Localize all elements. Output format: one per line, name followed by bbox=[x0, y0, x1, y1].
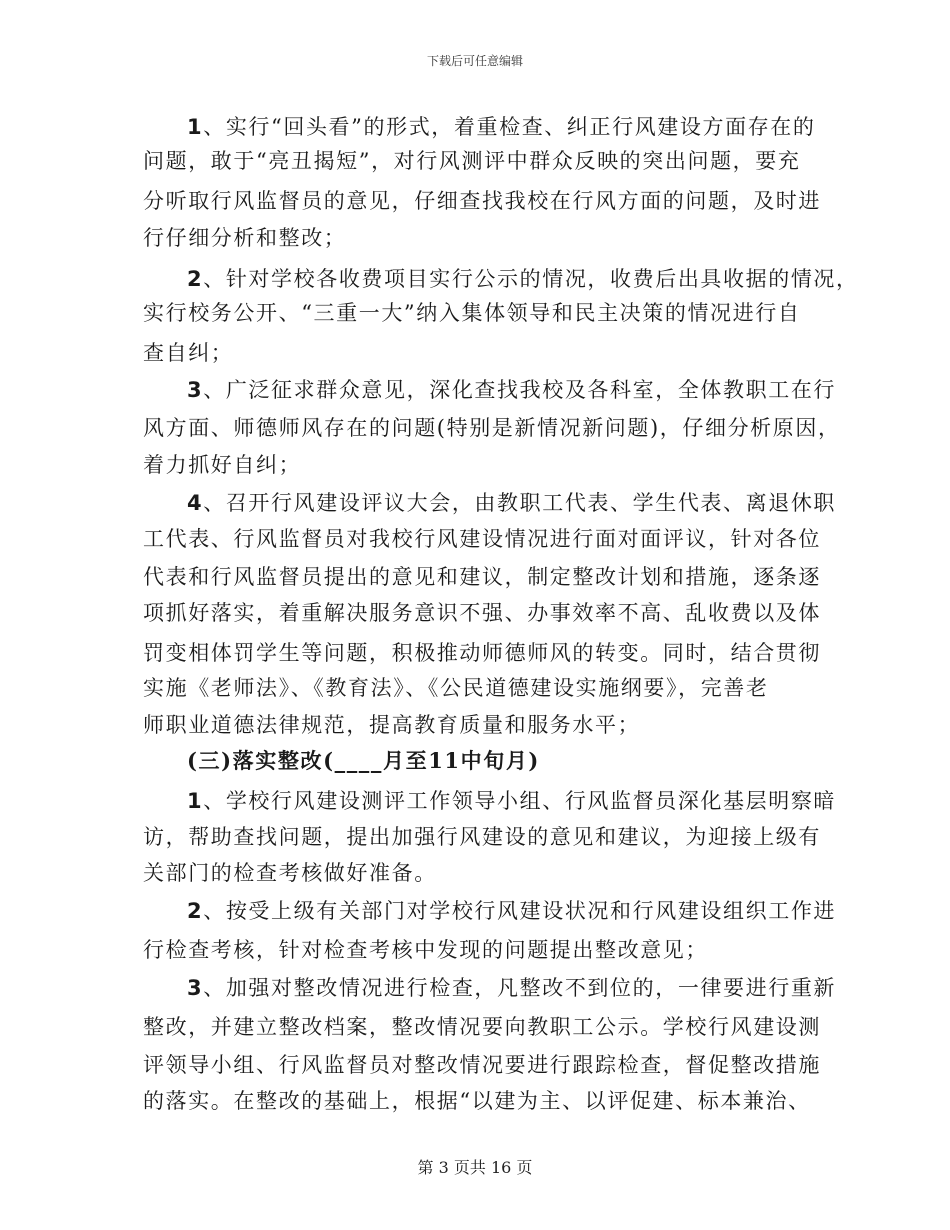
paragraph-first-line bbox=[187, 896, 836, 926]
line-text: (三)落实整改(____月至11中旬月) bbox=[187, 748, 540, 773]
item-number: 4 bbox=[187, 491, 204, 515]
line-text: 实行校务公开、“三重一大”纳入集体领导和民主决策的情况进行自 bbox=[143, 301, 801, 325]
paragraph-first-line bbox=[187, 264, 859, 294]
line-text: 查自纠； bbox=[143, 341, 234, 365]
paragraph-line bbox=[143, 822, 821, 852]
line-text: 、学校行风建设测评工作领导小组、行风监督员深化基层明察暗 bbox=[203, 789, 837, 813]
paragraph-line bbox=[143, 710, 640, 740]
paragraph-line bbox=[143, 638, 821, 668]
section-heading bbox=[187, 746, 540, 776]
item-number: 1 bbox=[187, 115, 204, 139]
paragraph-line bbox=[143, 524, 821, 554]
line-text: 关部门的检查考核做好准备。 bbox=[143, 861, 437, 885]
item-number: 1 bbox=[187, 789, 204, 813]
paragraph-first-line bbox=[187, 488, 836, 518]
line-text: 、广泛征求群众意见，深化查找我校及各科室，全体教职工在行 bbox=[203, 378, 837, 402]
paragraph-line bbox=[143, 1086, 811, 1116]
page-footer: 第 3 页共 16 页 bbox=[417, 1158, 533, 1177]
line-text: 罚变相体罚学生等问题，积极推动师德师风的转变。同时，结合贯彻 bbox=[143, 641, 821, 665]
paragraph-line bbox=[143, 450, 301, 480]
line-text: 项抓好落实，着重解决服务意识不强、办事效率不高、乱收费以及体 bbox=[143, 601, 821, 625]
paragraph-line bbox=[143, 298, 800, 328]
line-text: 着力抓好自纠； bbox=[143, 453, 302, 477]
paragraph-line bbox=[143, 858, 437, 888]
paragraph-line bbox=[143, 146, 800, 176]
paragraph-line bbox=[143, 935, 708, 965]
paragraph-line bbox=[143, 1050, 821, 1080]
paragraph-first-line bbox=[187, 786, 836, 816]
paragraph-first-line bbox=[187, 375, 836, 405]
line-text: 评领导小组、行风监督员对整改情况要进行跟踪检查，督促整改措施 bbox=[143, 1053, 821, 1077]
line-text: 的落实。在整改的基础上，根据“以建为主、以评促建、标本兼治、 bbox=[143, 1089, 811, 1113]
line-text: 问题，敢于“亮丑揭短”，对行风测评中群众反映的突出问题，要充 bbox=[143, 149, 801, 173]
paragraph-line bbox=[143, 413, 841, 443]
line-text: 行仔细分析和整改； bbox=[143, 226, 347, 250]
line-text: 、针对学校各收费项目实行公示的情况，收费后出具收据的情况， bbox=[203, 267, 859, 291]
paragraph-line bbox=[143, 338, 233, 368]
line-text: 分听取行风监督员的意见，仔细查找我校在行风方面的问题，及时进 bbox=[143, 189, 821, 213]
paragraph-first-line bbox=[187, 973, 836, 1003]
paragraph-first-line bbox=[187, 112, 816, 142]
line-text: 整改，并建立整改档案，整改情况要向教职工公示。学校行风建设测 bbox=[143, 1015, 821, 1039]
line-text: 、召开行风建设评议大会，由教职工代表、学生代表、离退休职 bbox=[203, 491, 837, 515]
line-text: 行检查考核，针对检查考核中发现的问题提出整改意见； bbox=[143, 938, 708, 962]
paragraph-line bbox=[143, 223, 346, 253]
item-number: 2 bbox=[187, 899, 204, 923]
line-text: 工代表、行风监督员对我校行风建设情况进行面对面评议，针对各位 bbox=[143, 527, 821, 551]
paragraph-line bbox=[143, 598, 821, 628]
paragraph-line bbox=[143, 1012, 821, 1042]
line-text: 、按受上级有关部门对学校行风建设状况和行风建设组织工作进 bbox=[203, 899, 837, 923]
line-text: 代表和行风监督员提出的意见和建议，制定整改计划和措施，逐条逐 bbox=[143, 565, 821, 589]
item-number: 2 bbox=[187, 267, 204, 291]
line-text: 、实行“回头看”的形式，着重检查、纠正行风建设方面存在的 bbox=[203, 115, 816, 139]
paragraph-line bbox=[143, 186, 821, 216]
item-number: 3 bbox=[187, 976, 204, 1000]
line-text: 、加强对整改情况进行检查，凡整改不到位的，一律要进行重新 bbox=[203, 976, 837, 1000]
paragraph-line bbox=[143, 673, 769, 703]
line-text: 实施《老师法》、《教育法》、《公民道德建设实施纲要》，完善老 bbox=[143, 676, 769, 700]
page-header: 下载后可任意编辑 bbox=[426, 54, 523, 68]
paragraph-line bbox=[143, 562, 821, 592]
line-text: 师职业道德法律规范，提高教育质量和服务水平； bbox=[143, 713, 641, 737]
line-text: 访，帮助查找问题，提出加强行风建设的意见和建议，为迎接上级有 bbox=[143, 825, 821, 849]
item-number: 3 bbox=[187, 378, 204, 402]
line-text: 风方面、师德师风存在的问题(特别是新情况新问题)，仔细分析原因， bbox=[143, 416, 841, 440]
